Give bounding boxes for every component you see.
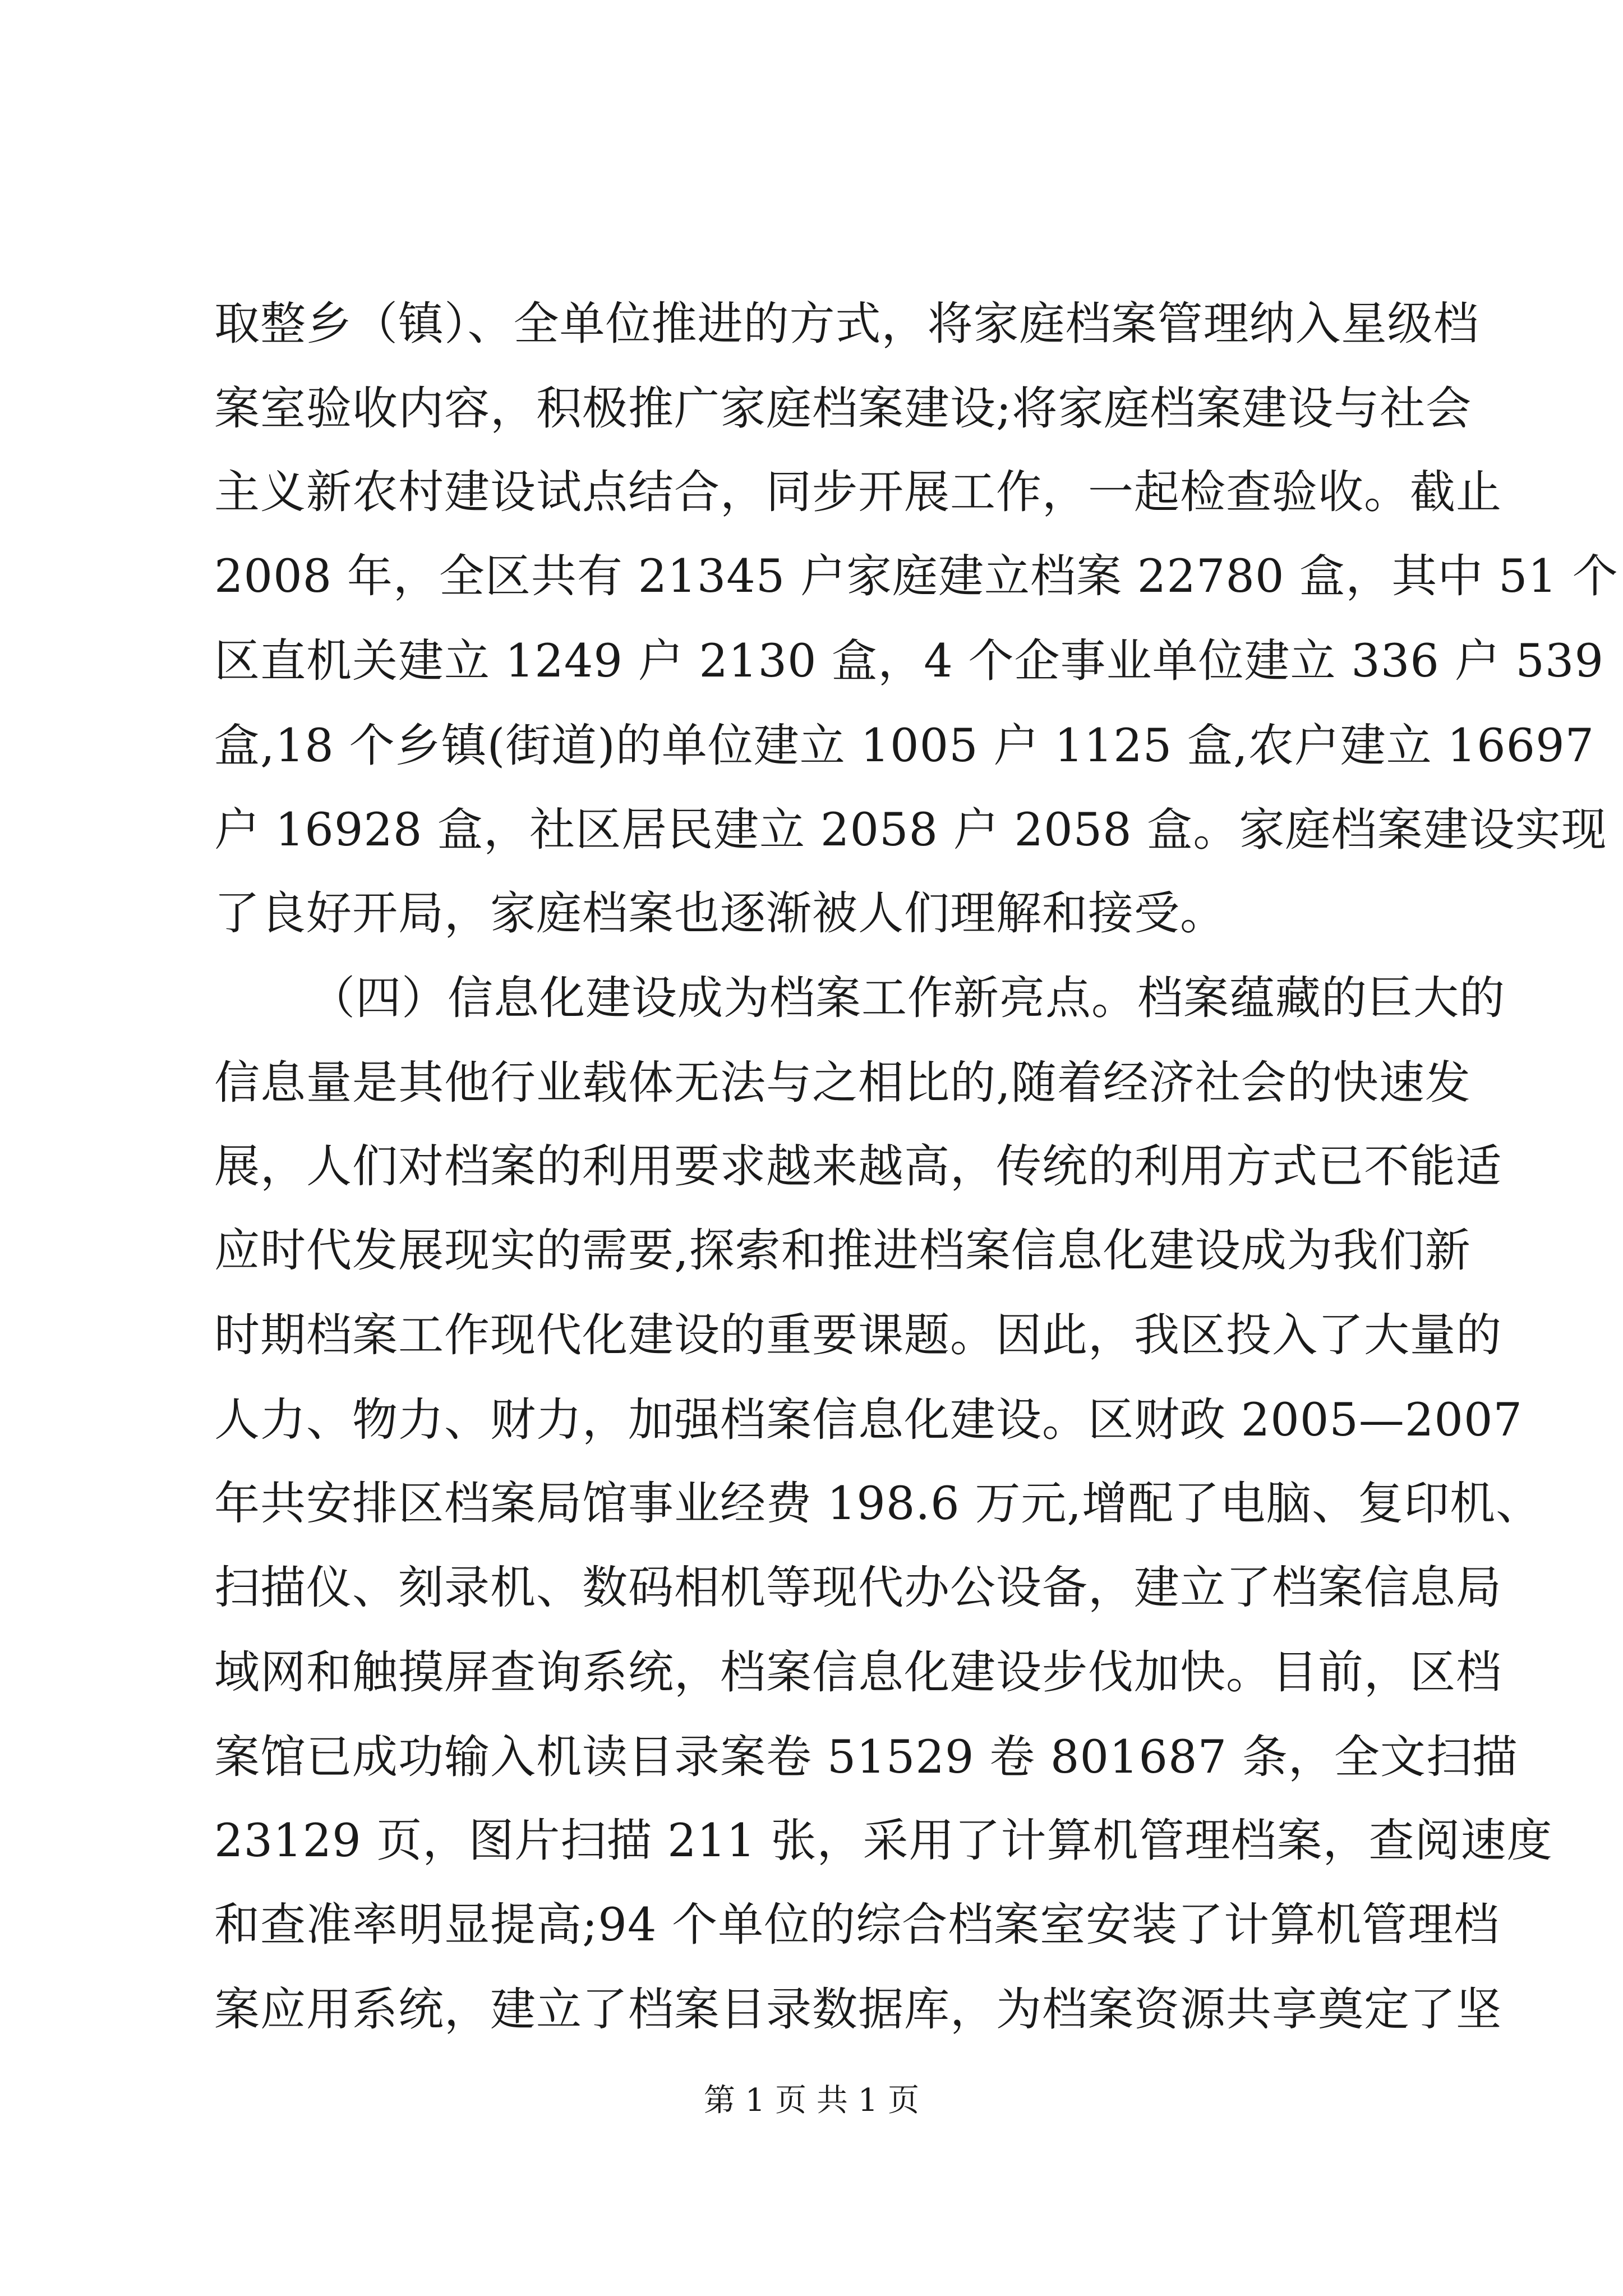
text-line-14: 人力、物力、财力，加强档案信息化建设。区财政 2005—2007 (214, 1394, 1523, 1447)
text-line-3: 主义新农村建设试点结合，同步开展工作，一起检查验收。截止 (214, 466, 1502, 519)
paragraph-heading-line: （四）信息化建设成为档案工作新亮点。档案蕴藏的巨大的 (310, 972, 1506, 1025)
text-line-6: 盒,18 个乡镇(街道)的单位建立 1005 户 1125 盒,农户建立 16697 (214, 720, 1595, 772)
text-line-1: 取整乡（镇）、全单位推进的方式，将家庭档案管理纳入星级档 (214, 298, 1479, 351)
text-line-21: 案应用系统，建立了档案目录数据库，为档案资源共享奠定了坚 (214, 1984, 1502, 2036)
text-line-5: 区直机关建立 1249 户 2130 盒，4 个企事业单位建立 336 户 539 (214, 635, 1604, 688)
text-line-11: 展，人们对档案的利用要求越来越高，传统的利用方式已不能适 (214, 1140, 1502, 1193)
page-number-footer: 第 1 页 共 1 页 (703, 2082, 920, 2119)
text-line-18: 案馆已成功输入机读目录案卷 51529 卷 801687 条，全文扫描 (214, 1731, 1518, 1784)
text-line-10: 信息量是其他行业载体无法与之相比的,随着经济社会的快速发 (214, 1057, 1471, 1110)
text-line-13: 时期档案工作现代化建设的重要课题。因此，我区投入了大量的 (214, 1309, 1502, 1362)
text-line-15: 年共安排区档案局馆事业经费 198.6 万元,增配了电脑、复印机、 (214, 1478, 1542, 1530)
text-line-20: 和查准率明显提高;94 个单位的综合档案室安装了计算机管理档 (214, 1899, 1500, 1952)
text-line-8: 了良好开局，家庭档案也逐渐被人们理解和接受。 (214, 887, 1227, 940)
text-line-19: 23129 页，图片扫描 211 张，采用了计算机管理档案，查阅速度 (214, 1815, 1553, 1867)
text-line-7: 户 16928 盒，社区居民建立 2058 户 2058 盒。家庭档案建设实现 (214, 804, 1607, 857)
text-line-4: 2008 年，全区共有 21345 户家庭建立档案 22780 盒，其中 51 个 (214, 550, 1619, 603)
text-line-12: 应时代发展现实的需要,探索和推进档案信息化建设成为我们新 (214, 1225, 1471, 1277)
text-line-17: 域网和触摸屏查询系统，档案信息化建设步伐加快。目前，区档 (214, 1646, 1502, 1699)
text-line-16: 扫描仪、刻录机、数码相机等现代办公设备，建立了档案信息局 (214, 1562, 1502, 1614)
text-line-2: 案室验收内容，积极推广家庭档案建设;将家庭档案建设与社会 (214, 383, 1472, 435)
